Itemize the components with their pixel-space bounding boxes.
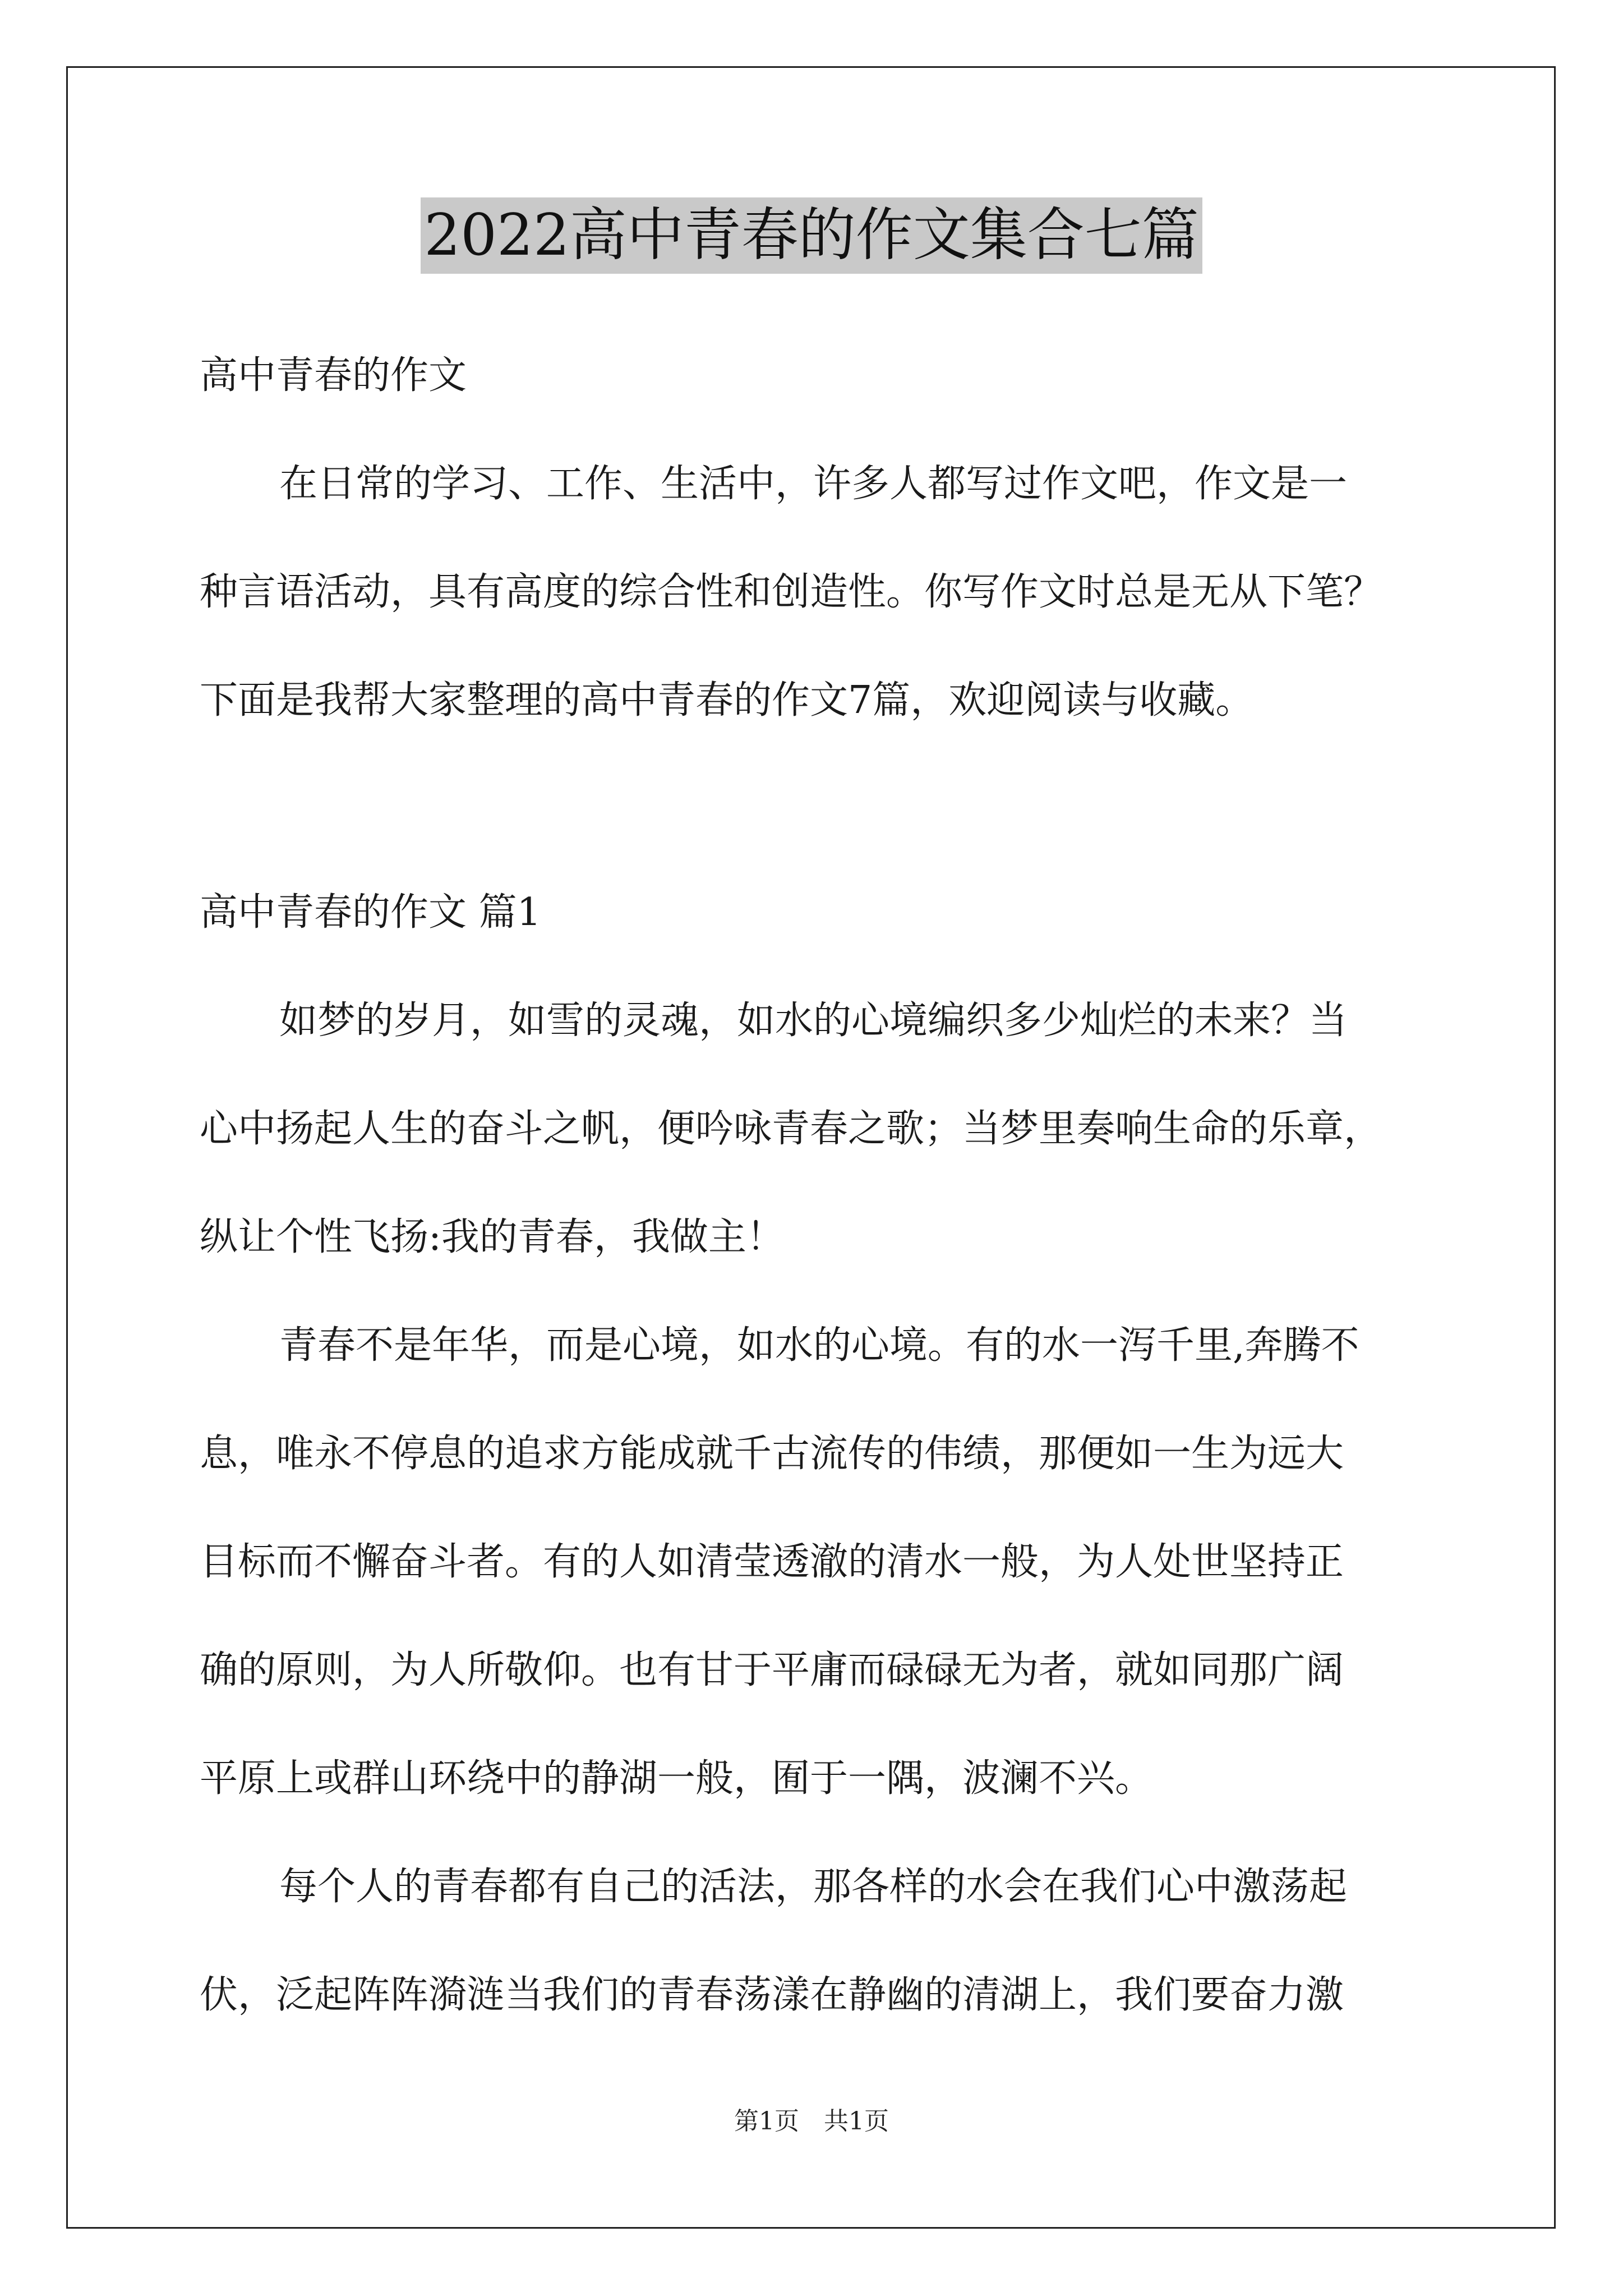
- paragraph-line: 在日常的学习、工作、生活中，许多人都写过作文吧，作文是一: [279, 462, 1348, 506]
- paragraph-line: 种言语活动，具有高度的综合性和创造性。你写作文时总是无从下笔？: [200, 570, 1382, 614]
- paragraph-line: 每个人的青春都有自己的活法，那各样的水会在我们心中激荡起: [279, 1865, 1348, 1909]
- page-number: 第1页: [734, 2107, 799, 2136]
- paragraph-line: 纵让个性飞扬:我的青春，我做主！: [200, 1215, 785, 1259]
- paragraph-line: 平原上或群山环绕中的静湖一般，囿于一隅，波澜不兴。: [200, 1756, 1154, 1801]
- paragraph-line: 伏，泛起阵阵漪涟当我们的青春荡漾在静幽的清湖上，我们要奋力激: [200, 1973, 1344, 2017]
- document-title: 2022高中青春的作文集合七篇: [421, 197, 1202, 274]
- paragraph-line: 心中扬起人生的奋斗之帆，便吟咏青春之歌；当梦里奏响生命的乐章，: [200, 1107, 1382, 1151]
- section-heading: 高中青春的作文 篇1: [200, 890, 541, 935]
- paragraph-line: 如梦的岁月，如雪的灵魂，如水的心境编织多少灿烂的未来？当: [279, 999, 1348, 1043]
- paragraph-line: 青春不是年华，而是心境，如水的心境。有的水一泻千里,奔腾不: [279, 1323, 1359, 1368]
- page-footer: [0, 2105, 1623, 2138]
- paragraph-line: 目标而不懈奋斗者。有的人如清莹透澈的清水一般，为人处世坚持正: [200, 1540, 1344, 1584]
- title-container: [0, 197, 1623, 274]
- paragraph-line: 息，唯永不停息的追求方能成就千古流传的伟绩，那便如一生为远大: [200, 1432, 1344, 1476]
- paragraph-line: 确的原则，为人所敬仰。也有甘于平庸而碌碌无为者，就如同那广阔: [200, 1648, 1344, 1692]
- section-heading: 高中青春的作文: [200, 353, 467, 398]
- paragraph-line: 下面是我帮大家整理的高中青春的作文7篇，欢迎阅读与收藏。: [200, 678, 1254, 723]
- page-total: 共1页: [824, 2107, 889, 2136]
